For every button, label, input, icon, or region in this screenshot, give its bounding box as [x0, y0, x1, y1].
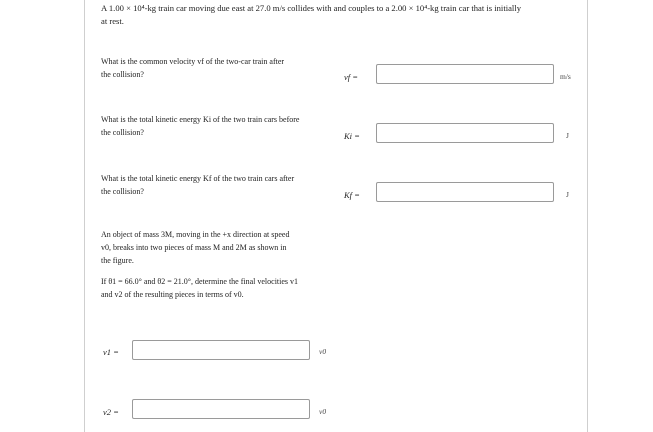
v1-answer-input[interactable] [132, 340, 310, 360]
v2-unit: v0 [319, 407, 327, 416]
q1-answer-input[interactable] [376, 64, 554, 84]
q3-text-line2: the collision? [101, 187, 144, 196]
q1-text-line2: the collision? [101, 70, 144, 79]
v1-unit: v0 [319, 347, 327, 356]
q2-text-line1: What is the total kinetic energy Ki of the two train cars before [101, 115, 300, 124]
q4-text-line4: If θ1 = 66.0° and θ2 = 21.0°, determine the final velocities v1 [101, 277, 299, 286]
v2-label: v2 = [103, 407, 119, 417]
q2-unit: J [566, 131, 569, 140]
q2-answer-input[interactable] [376, 123, 554, 143]
q2-text-line2: the collision? [101, 128, 144, 137]
v2-answer-input[interactable] [132, 399, 310, 419]
problem-intro-line2: at rest. [101, 16, 124, 26]
q3-label: Kf = [344, 190, 360, 200]
q2-label: Ki = [344, 131, 360, 141]
q1-label: vf = [344, 72, 358, 82]
q4-text-line1: An object of mass 3M, moving in the +x direction at speed [101, 230, 290, 239]
q3-answer-input[interactable] [376, 182, 554, 202]
q3-unit: J [566, 190, 569, 199]
problem-intro-line1: A 1.00 × 10⁴-kg train car moving due east at 27.0 m/s collides with and couples to a 2.00 × 10⁴-kg train car that is initially [101, 3, 521, 13]
q4-text-line3: the figure. [101, 256, 134, 265]
q1-text-line1: What is the common velocity vf of the two-car train after [101, 57, 285, 66]
q4-text-line5: and v2 of the resulting pieces in terms of v0. [101, 290, 244, 299]
v1-label: v1 = [103, 347, 119, 357]
q3-text-line1: What is the total kinetic energy Kf of the two train cars after [101, 174, 295, 183]
q4-text-line2: v0, breaks into two pieces of mass M and 2M as shown in [101, 243, 287, 252]
q1-unit: m/s [560, 72, 571, 81]
